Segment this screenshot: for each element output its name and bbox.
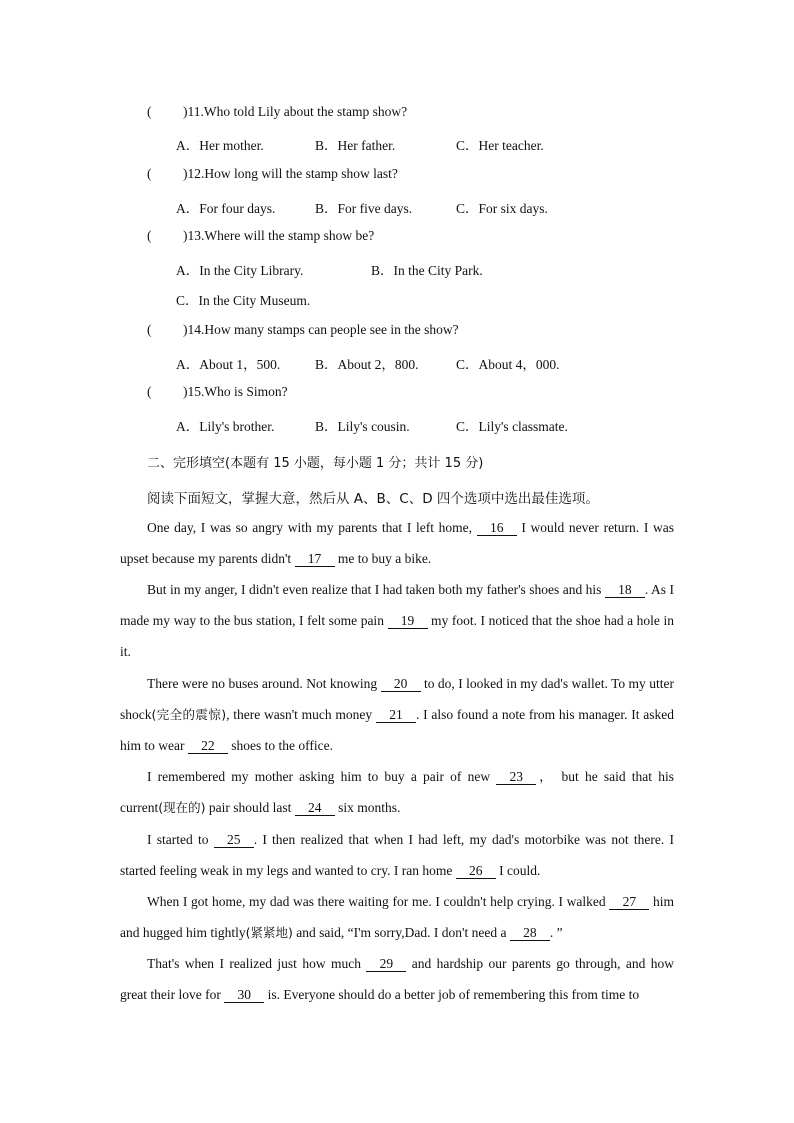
passage-text: . As I made my way to the bus station, I felt some pain	[120, 582, 674, 628]
blank-16: 16	[477, 520, 517, 536]
option-a: A．Her mother.	[176, 138, 264, 153]
blank-29: 29	[366, 956, 406, 972]
passage-text: him and hugged him tightly	[120, 894, 674, 940]
passage-text: I started to	[147, 832, 214, 847]
section-instruction: 阅读下面短文，掌握大意，然后从 A、B、C、D 四个选项中选出最佳选项。	[147, 491, 599, 507]
blank-23: 23	[496, 769, 536, 785]
passage-text: . I also found a note from his manager. It asked him to wear	[120, 707, 674, 753]
option-b: B．In the City Park.	[371, 263, 483, 278]
option-b: B．About 2，800.	[315, 357, 419, 372]
option-a: A．About 1，500.	[176, 357, 281, 372]
blank-28: 28	[510, 925, 550, 941]
answer-paren-close: )	[183, 384, 188, 399]
blank-24: 24	[295, 800, 335, 816]
passage-paragraph-4	[120, 761, 674, 823]
blank-27: 27	[609, 894, 649, 910]
option-b: B．Lily's cousin.	[315, 419, 410, 434]
passage-text: I would never return. I was upset because my parents didn't	[120, 520, 674, 566]
answer-paren-close: )	[183, 322, 188, 337]
option-c: C．Her teacher.	[456, 138, 544, 153]
option-a: A．Lily's brother.	[176, 419, 275, 434]
blank-20: 20	[381, 676, 421, 692]
passage-text: . ”	[549, 925, 563, 940]
blank-21: 21	[376, 707, 416, 723]
passage-paragraph-5	[120, 824, 674, 886]
passage-paragraph-7	[120, 948, 674, 1010]
chinese-gloss: (完全的震惊)	[151, 707, 227, 722]
question-text: How many stamps can people see in the show?	[204, 322, 459, 337]
question-15	[147, 384, 288, 400]
passage-text: But in my anger, I didn't even realize that I had taken both my father's shoes and his	[147, 582, 605, 597]
options-13-row2	[176, 289, 310, 309]
blank-17: 17	[295, 551, 335, 567]
blank-26: 26	[456, 863, 496, 879]
option-c: C．About 4，000.	[456, 357, 560, 372]
question-text: Who told Lily about the stamp show?	[203, 104, 408, 119]
passage-text: ， but he said that his current	[120, 769, 674, 815]
question-text: Who is Simon?	[204, 384, 288, 399]
passage-text: I remembered my mother asking him to buy a pair of new	[147, 769, 497, 784]
blank-25: 25	[214, 832, 254, 848]
passage-text: That's when I realized just how much	[147, 956, 367, 971]
chinese-gloss: (现在的)	[158, 800, 206, 815]
passage-text: pair should last	[205, 800, 295, 815]
passage-text: When I got home, my dad was there waiting for me. I couldn't help crying. I walked	[147, 894, 610, 909]
passage-paragraph-1	[120, 512, 674, 574]
passage-text: to do, I looked in my dad's wallet. To my utter shock	[120, 676, 674, 722]
passage-text: is. Everyone should do a better job of remembering this from time to	[264, 987, 640, 1002]
options-11	[176, 134, 544, 154]
options-15	[176, 415, 568, 435]
passage-paragraph-6	[120, 886, 674, 948]
option-c: C．Lily's classmate.	[456, 419, 568, 434]
answer-paren-close: )	[183, 104, 188, 119]
passage-text: I could.	[495, 863, 541, 878]
chinese-gloss: (紧紧地)	[245, 925, 293, 940]
question-number: 13.	[187, 228, 205, 243]
question-number: 14.	[187, 322, 205, 337]
passage-paragraph-3	[120, 668, 674, 761]
passage-paragraph-2	[120, 574, 674, 667]
option-a: A．For four days.	[176, 201, 276, 216]
blank-30: 30	[224, 987, 264, 1003]
blank-19: 19	[388, 613, 428, 629]
question-11	[147, 104, 407, 120]
blank-22: 22	[188, 738, 228, 754]
question-12	[147, 166, 398, 182]
option-b: B．Her father.	[315, 138, 396, 153]
question-number: 11.	[187, 104, 204, 119]
answer-paren-open: (	[147, 228, 152, 243]
options-13	[176, 259, 483, 279]
question-number: 15.	[187, 384, 205, 399]
passage-text: me to buy a bike.	[334, 551, 432, 566]
passage-text: my foot. I noticed that the shoe had a hole in it.	[120, 613, 674, 659]
blank-18: 18	[605, 582, 645, 598]
passage-text: . I then realized that when I had left, my dad's motorbike was not there. I started feeling weak in my legs and wanted to cry. I ran home	[120, 832, 674, 878]
passage-text: six months.	[334, 800, 401, 815]
passage-text: shoes to the office.	[227, 738, 333, 753]
question-number: 12.	[187, 166, 205, 181]
passage-text: and said, “I'm sorry,Dad. I don't need a	[292, 925, 510, 940]
passage-text: There were no buses around. Not knowing	[147, 676, 381, 691]
passage-text: , there wasn't much money	[226, 707, 376, 722]
question-13	[147, 228, 374, 244]
answer-paren-open: (	[147, 166, 152, 181]
answer-paren-close: )	[183, 228, 188, 243]
option-a: A．In the City Library.	[176, 263, 304, 278]
answer-paren-open: (	[147, 322, 152, 337]
passage-text: and hardship our parents go through, and how great their love for	[120, 956, 675, 1002]
answer-paren-close: )	[183, 166, 188, 181]
option-c: C．In the City Museum.	[176, 293, 311, 308]
option-b: B．For five days.	[315, 201, 413, 216]
options-12	[176, 197, 548, 217]
section-title: 二、完形填空(本题有 15 小题，每小题 1 分；共计 15 分)	[147, 456, 484, 471]
question-text: Where will the stamp show be?	[204, 228, 375, 243]
question-14	[147, 322, 459, 338]
options-14	[176, 353, 560, 373]
question-text: How long will the stamp show last?	[204, 166, 398, 181]
answer-paren-open: (	[147, 384, 152, 399]
answer-paren-open: (	[147, 104, 152, 119]
passage-text: One day, I was so angry with my parents that I left home,	[147, 520, 477, 535]
option-c: C．For six days.	[456, 201, 548, 216]
